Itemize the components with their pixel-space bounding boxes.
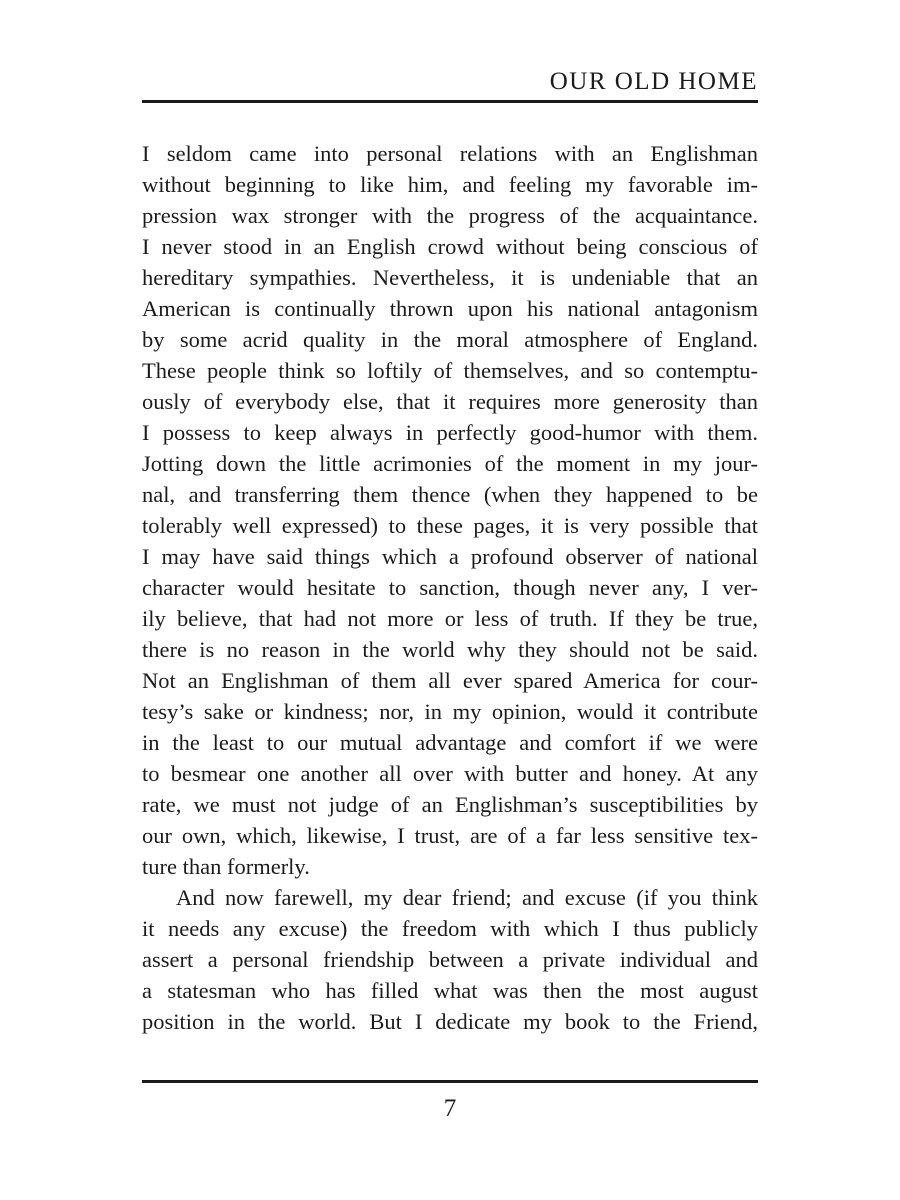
text-line: nal, and transferring them thence (when they happened to be <box>142 482 758 507</box>
text-line: hereditary sympathies. Nevertheless, it is undeniable that an <box>142 265 758 290</box>
text-line: to besmear one another all over with butter and honey. At any <box>142 761 758 786</box>
text-line: ily believe, that had not more or less of truth. If they be true, <box>142 606 758 631</box>
paragraph <box>142 882 758 1037</box>
text-line: character would hesitate to sanction, though never any, I ver- <box>142 575 758 600</box>
text-line: Not an Englishman of them all ever spared America for cour- <box>142 668 758 693</box>
text-line: pression wax stronger with the progress of the acquaintance. <box>142 203 758 228</box>
text-line: American is continually thrown upon his national antagonism <box>142 296 758 321</box>
text-line: assert a personal friendship between a private individual and <box>142 947 758 972</box>
text-line: I never stood in an English crowd without being conscious of <box>142 234 758 259</box>
text-line: position in the world. But I dedicate my book to the Friend, <box>142 1009 758 1034</box>
paragraph <box>142 138 758 882</box>
text-line: without beginning to like him, and feeling my favorable im- <box>142 172 758 197</box>
text-line: ously of everybody else, that it requires more generosity than <box>142 389 758 414</box>
header-rule <box>142 100 758 103</box>
text-line: it needs any excuse) the freedom with which I thus publicly <box>142 916 758 941</box>
text-line: I possess to keep always in perfectly good-humor with them. <box>142 420 758 445</box>
text-line: And now farewell, my dear friend; and excuse (if you think <box>176 885 758 910</box>
text-line: tolerably well expressed) to these pages, it is very possible that <box>142 513 758 538</box>
body-text <box>142 138 758 1037</box>
text-line: by some acrid quality in the moral atmosphere of England. <box>142 327 758 352</box>
text-line: I may have said things which a profound observer of national <box>142 544 758 569</box>
text-line: ture than formerly. <box>142 854 310 879</box>
footer-rule <box>142 1080 758 1083</box>
text-line: there is no reason in the world why they should not be said. <box>142 637 758 662</box>
text-line: in the least to our mutual advantage and comfort if we were <box>142 730 758 755</box>
text-line: a statesman who has filled what was then the most august <box>142 978 758 1003</box>
text-line: rate, we must not judge of an Englishman’s susceptibilities by <box>142 792 758 817</box>
page-number: 7 <box>443 1095 457 1122</box>
running-head: OUR OLD HOME <box>549 68 758 95</box>
text-line: I seldom came into personal relations with an Englishman <box>142 141 758 166</box>
text-line: These people think so loftily of themselves, and so contemptu- <box>142 358 758 383</box>
text-line: Jotting down the little acrimonies of the moment in my jour- <box>142 451 758 476</box>
text-line: our own, which, likewise, I trust, are of a far less sensitive tex- <box>142 823 758 848</box>
text-line: tesy’s sake or kindness; nor, in my opinion, would it contribute <box>142 699 758 724</box>
